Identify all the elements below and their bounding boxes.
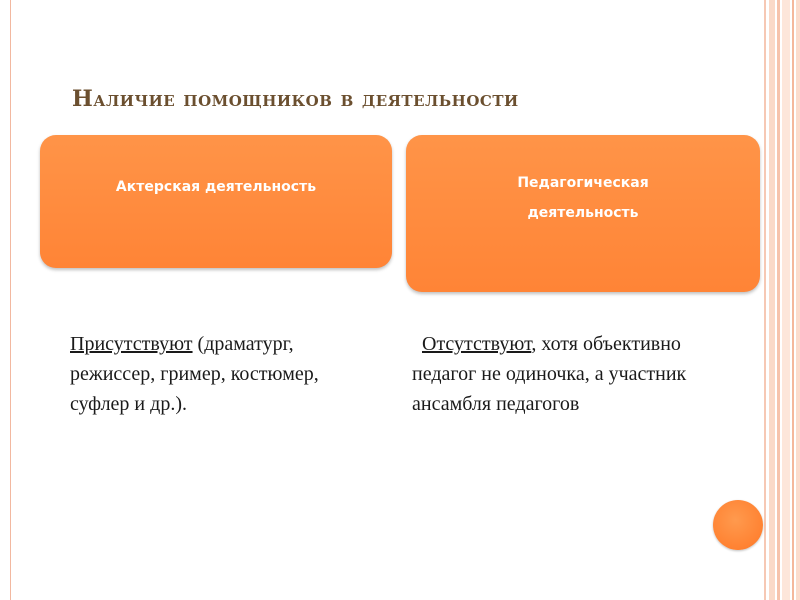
pedagogical-emphasis: Отсутствуют (422, 333, 532, 355)
frame-left-line (10, 0, 11, 600)
box-acting-label: Актерская деятельность (115, 179, 317, 195)
decorative-stripe (782, 0, 790, 600)
decorative-stripe (769, 0, 775, 600)
box-pedagogical-label: Педагогическая деятельность (517, 175, 649, 221)
box-pedagogical-activity (406, 135, 760, 292)
decorative-stripe (777, 0, 780, 600)
decorative-stripe (764, 0, 766, 600)
circle-nav-button-icon[interactable] (713, 500, 763, 550)
decorative-stripe (792, 0, 794, 600)
decorative-stripe (796, 0, 800, 600)
pedagogical-description (412, 329, 712, 419)
acting-detail: (драматург, режиссер, гример, костюмер, суфлер и др.). (70, 333, 319, 415)
acting-emphasis: Присутствуют (70, 333, 193, 355)
pedagogical-lead (412, 333, 422, 355)
pedagogical-detail: , хотя объективно педагог не одиночка, а участник ансамбля педагогов (412, 333, 687, 415)
slide-title: Наличие помощников в деятельности (72, 86, 519, 112)
acting-description (70, 329, 370, 419)
box-acting-activity (40, 135, 392, 268)
